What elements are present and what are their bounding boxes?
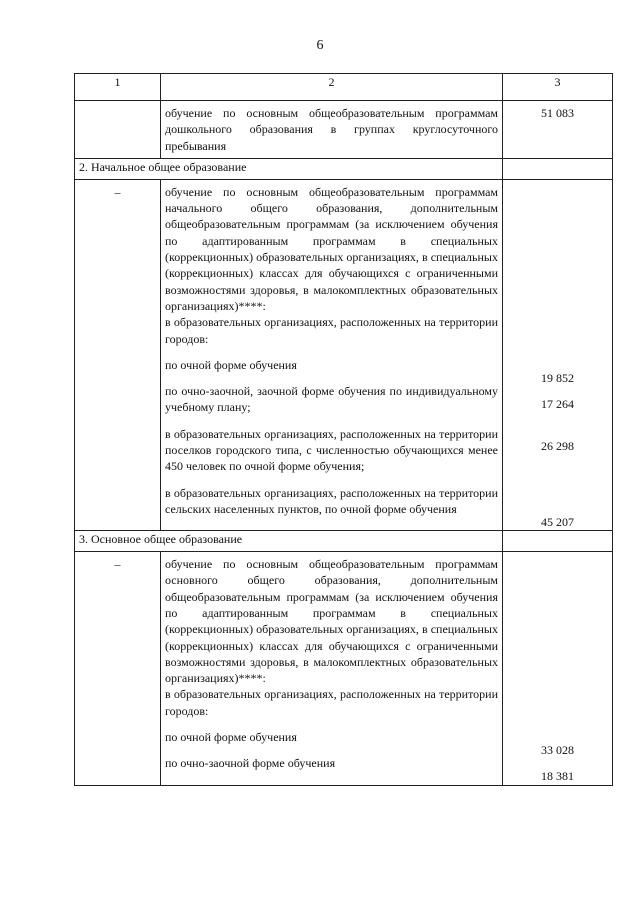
table-header-row (75, 74, 613, 101)
section-row (75, 158, 613, 179)
header-col-1: 1 (75, 74, 161, 101)
row-marker: – (75, 552, 161, 786)
value-text: 26 298 (541, 439, 574, 454)
row-value (503, 101, 613, 159)
value-text: 18 381 (541, 769, 574, 784)
subitem-text: по очно-заочной форме обучения (165, 756, 336, 771)
subitem-text: по очной форме обучения (165, 730, 297, 745)
description-intro: обучение по основным общеобразовательным программам основного общего образования, дополнительным общеобразовательным программам (за исключением обучения по адаптированным программам в специальных (коррекционных) образовательных организациях, в специальных (коррекционных) классах для обучающихся с ограниченными возможностями здоровья, в малокомплектных образовательных организациях)****: (165, 557, 498, 686)
description-intro-cities: в образовательных организациях, расположенных на территории городов: (165, 687, 498, 718)
norms-table (74, 73, 613, 786)
value-text: 51 083 (541, 106, 574, 120)
description-intro-cities: в образовательных организациях, расположенных на территории городов: (165, 315, 498, 346)
row-marker (75, 101, 161, 159)
row-description (161, 552, 503, 786)
section-row (75, 531, 613, 552)
table-row (75, 101, 613, 159)
row-values (503, 552, 613, 786)
page-number: 6 (316, 38, 324, 53)
header-col-2: 2 (161, 74, 503, 101)
subitem-text: по очно-заочной, заочной форме обучения по индивидуальному учебному плану; (165, 384, 498, 415)
table-row (75, 179, 613, 530)
subitem-text: по очной форме обучения (165, 357, 297, 372)
value-text: 33 028 (541, 743, 574, 758)
section-empty-cell (503, 158, 613, 179)
value-text: 17 264 (541, 397, 574, 412)
table-row (75, 552, 613, 786)
value-text: 45 207 (541, 514, 574, 529)
section-empty-cell (503, 531, 613, 552)
row-description (161, 101, 503, 159)
description-text: обучение по основным общеобразовательным программам дошкольного образования в группах круглосуточного пребывания (165, 106, 498, 153)
subitem-text: в образовательных организациях, расположенных на территории сельских населенных пунктов, по очной форме обучения (165, 485, 498, 516)
value-text: 19 852 (541, 370, 574, 385)
row-marker: – (75, 179, 161, 530)
row-values (503, 179, 613, 530)
row-description (161, 179, 503, 530)
header-col-3: 3 (503, 74, 613, 101)
section-title: 3. Основное общее образование (75, 531, 503, 552)
section-title: 2. Начальное общее образование (75, 158, 503, 179)
subitem-text: в образовательных организациях, расположенных на территории поселков городского типа, с численностью обучающихся менее 450 человек по очной форме обучения; (165, 426, 498, 474)
description-intro: обучение по основным общеобразовательным программам начального общего образования, дополнительным общеобразовательным программам (за исключением обучения по адаптированным программам в специальных (коррекционных) образовательных организациях, в специальных (коррекционных) классах для обучающихся с ограниченными возможностями здоровья, в малокомплектных образовательных организациях)****: (165, 184, 498, 313)
